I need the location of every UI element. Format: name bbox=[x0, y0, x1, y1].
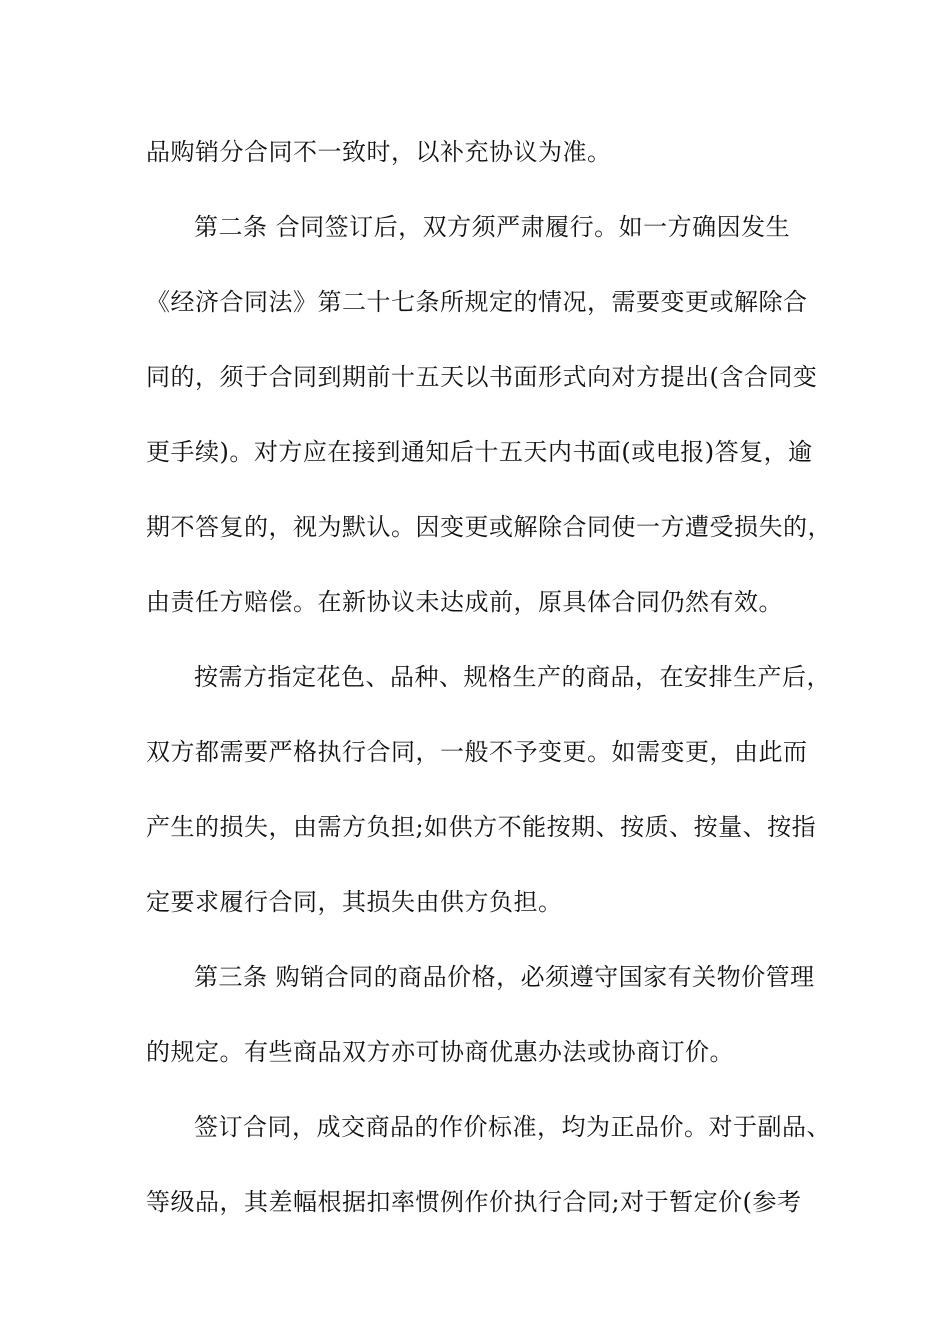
text-line: 签订合同，成交商品的作价标准，均为正品价。对于副品、 bbox=[194, 1113, 831, 1141]
text-line: 等级品，其差幅根据扣率惯例作价执行合同;对于暂定价(参考 bbox=[146, 1188, 802, 1216]
text-line: 产生的损失，由需方负担;如供方不能按期、按质、按量、按指 bbox=[146, 813, 817, 841]
text-line: 更手续)。对方应在接到通知后十五天内书面(或电报)答复，逾 bbox=[146, 438, 813, 466]
text-line: 双方都需要严格执行合同，一般不予变更。如需变更，由此而 bbox=[146, 738, 808, 766]
text-line: 第二条 合同签订后，双方须严肃履行。如一方确因发生 bbox=[194, 213, 791, 241]
text-line: 同的，须于合同到期前十五天以书面形式向对方提出(含合同变 bbox=[146, 363, 818, 391]
text-line: 的规定。有些商品双方亦可协商优惠办法或协商订价。 bbox=[146, 1038, 734, 1066]
text-line: 按需方指定花色、品种、规格生产的商品，在安排生产后， bbox=[194, 663, 831, 691]
text-line: 《经济合同法》第二十七条所规定的情况，需要变更或解除合 bbox=[146, 288, 808, 316]
text-line: 第三条 购销合同的商品价格，必须遵守国家有关物价管理 bbox=[194, 963, 815, 991]
text-line: 品购销分合同不一致时，以补充协议为准。 bbox=[146, 138, 612, 166]
text-line: 期不答复的，视为默认。因变更或解除合同使一方遭受损失的， bbox=[146, 513, 832, 541]
text-line: 由责任方赔偿。在新协议未达成前，原具体合同仍然有效。 bbox=[146, 588, 783, 616]
text-line: 定要求履行合同，其损失由供方负担。 bbox=[146, 888, 563, 916]
